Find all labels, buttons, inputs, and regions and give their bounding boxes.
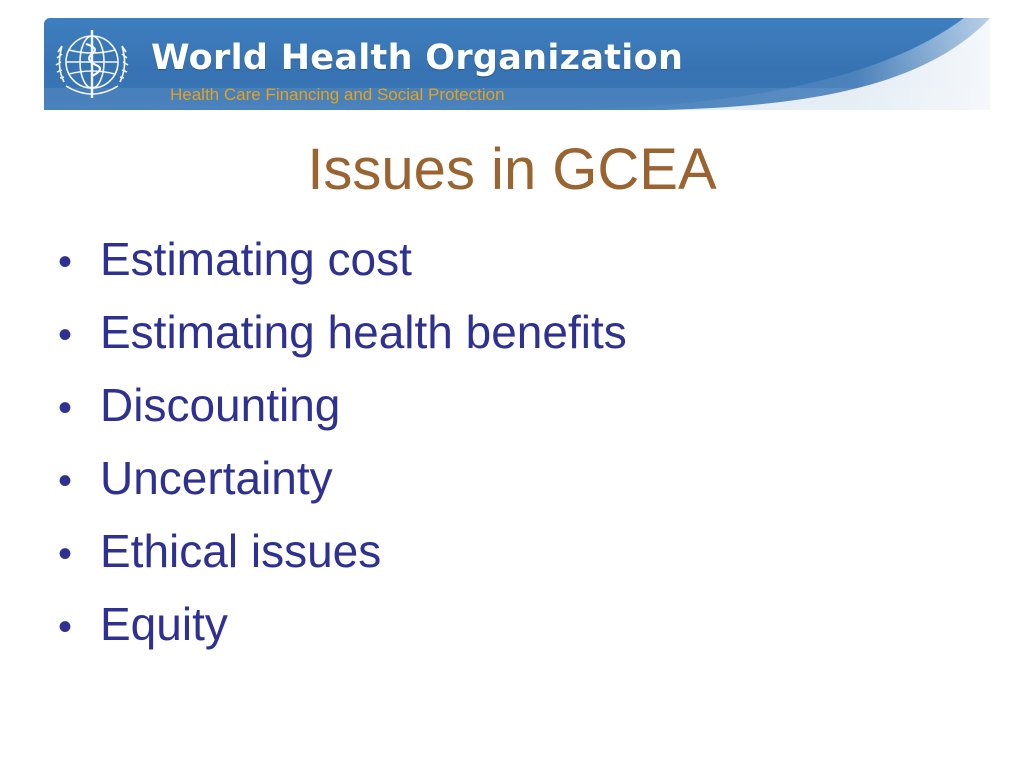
bullet-item bbox=[58, 524, 627, 597]
bullet-text: Equity bbox=[100, 598, 228, 650]
bullet-text: Ethical issues bbox=[100, 525, 382, 577]
slide-title: Issues in GCEA bbox=[307, 137, 717, 202]
bullet-text: Discounting bbox=[100, 379, 341, 431]
bullet-item bbox=[58, 597, 627, 670]
bullet-icon: • bbox=[58, 459, 73, 503]
bullet-text: Estimating cost bbox=[100, 233, 412, 285]
department-subtitle: Health Care Financing and Social Protection bbox=[170, 85, 505, 104]
header-banner bbox=[44, 18, 990, 110]
bullet-icon: • bbox=[58, 240, 73, 284]
bullet-icon: • bbox=[58, 605, 73, 649]
bullet-item bbox=[58, 232, 627, 305]
bullet-icon: • bbox=[58, 532, 73, 576]
bullet-icon: • bbox=[58, 386, 73, 430]
who-emblem-icon bbox=[50, 22, 134, 106]
bullet-item bbox=[58, 451, 627, 524]
bullet-list bbox=[58, 232, 627, 670]
bullet-item bbox=[58, 305, 627, 378]
bullet-text: Uncertainty bbox=[100, 452, 333, 504]
organization-name: World Health Organization bbox=[151, 38, 684, 78]
bullet-text: Estimating health benefits bbox=[100, 306, 627, 358]
bullet-icon: • bbox=[58, 313, 73, 357]
bullet-item bbox=[58, 378, 627, 451]
